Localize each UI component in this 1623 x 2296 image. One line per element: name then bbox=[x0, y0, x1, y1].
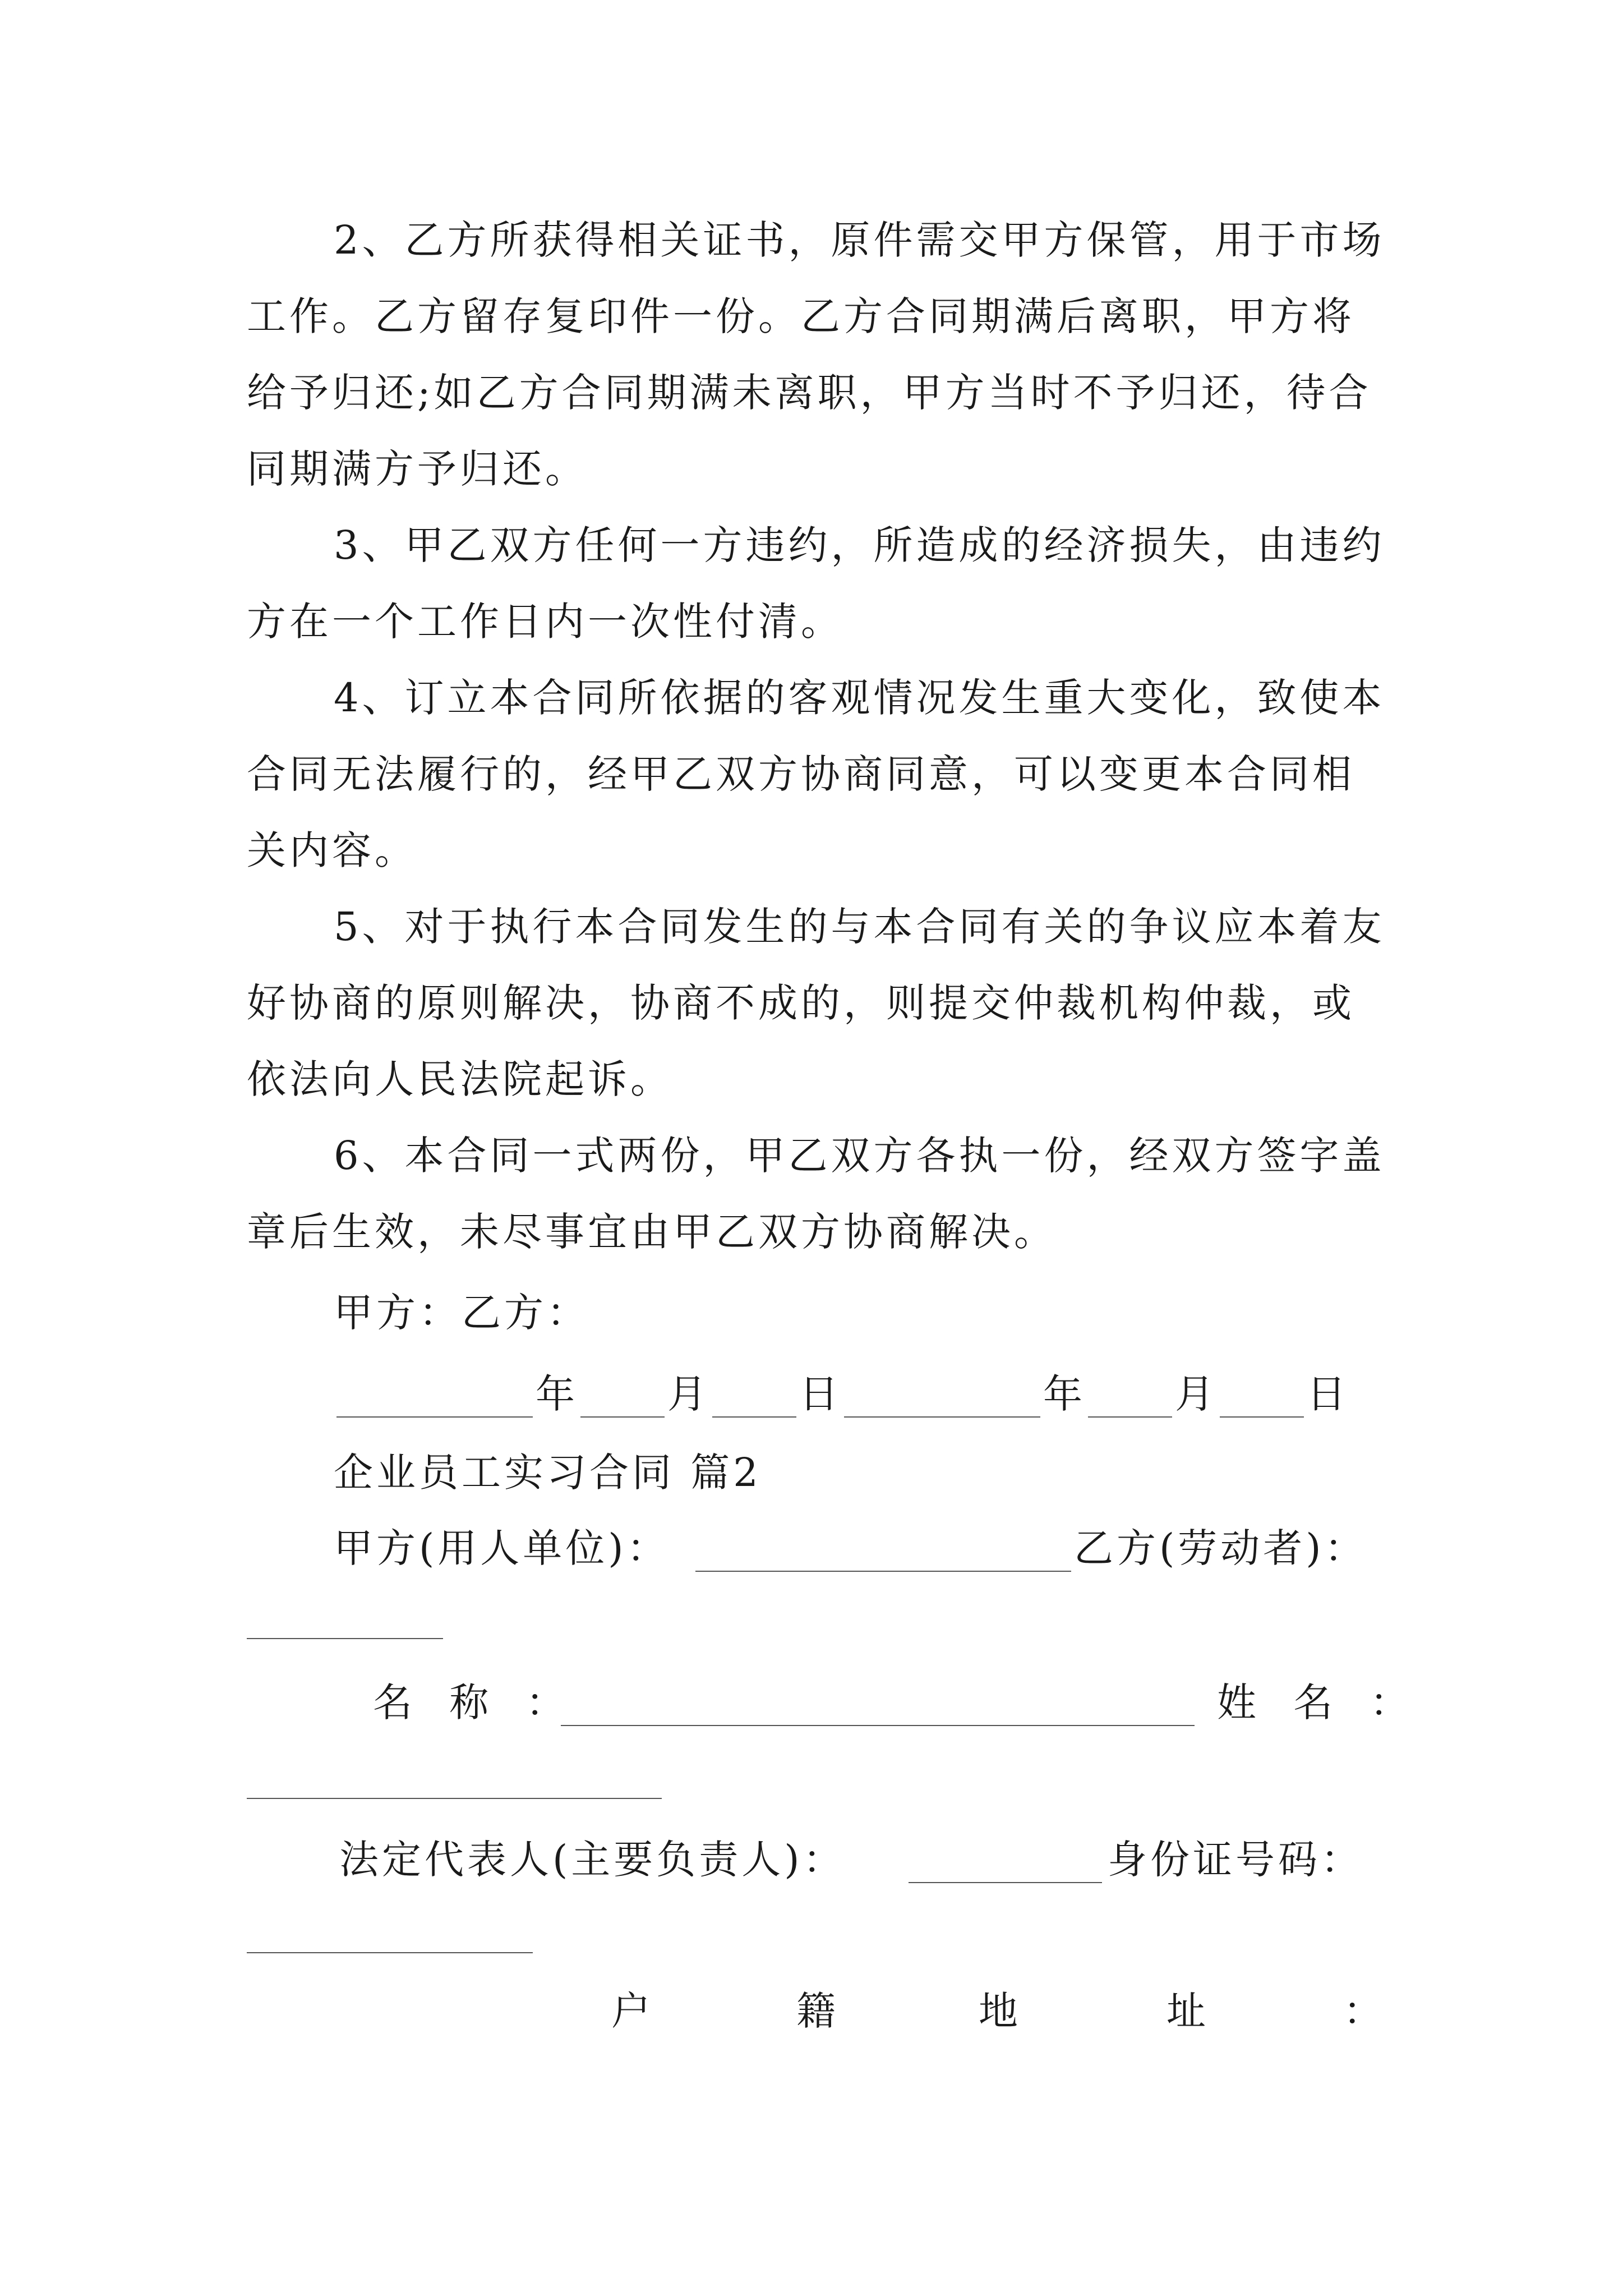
day-label: 日 bbox=[1307, 1371, 1349, 1417]
party-b-blank bbox=[247, 1638, 443, 1639]
year-label: 年 bbox=[1043, 1371, 1086, 1417]
signature-parties: 甲方：乙方： bbox=[334, 1290, 589, 1336]
month-label: 月 bbox=[667, 1371, 710, 1417]
year-label: 年 bbox=[536, 1371, 578, 1417]
blank-line bbox=[580, 1416, 665, 1418]
blank-line bbox=[712, 1416, 796, 1418]
id-number-label: 身份证号码： bbox=[1108, 1837, 1363, 1883]
blank-line bbox=[336, 1416, 533, 1418]
legal-rep-blank bbox=[909, 1882, 1102, 1883]
name-label: 名 称 ： bbox=[373, 1680, 578, 1726]
day-label: 日 bbox=[799, 1371, 842, 1417]
month-label: 月 bbox=[1175, 1371, 1218, 1417]
clause-2: 2、乙方所获得相关证书，原件需交甲方保管，用于市场工作。乙方留存复印件一份。乙方合同期满后离职，甲方将给予归还;如乙方合同期满未离职，甲方当时不予归还，待合同期满方予归还。 bbox=[247, 217, 1385, 492]
blank-line bbox=[844, 1416, 1040, 1418]
party-a-blank bbox=[695, 1571, 1071, 1572]
name-blank bbox=[561, 1725, 1195, 1726]
person-name-label: 姓 名 ： bbox=[1217, 1680, 1422, 1726]
clause-4: 4、订立本合同所依据的客观情况发生重大变化，致使本合同无法履行的，经甲乙双方协商同意，可以变更本合同相关内容。 bbox=[247, 675, 1385, 873]
blank-line bbox=[1088, 1416, 1172, 1418]
blank-line bbox=[1220, 1416, 1304, 1418]
clause-5: 5、对于执行本合同发生的与本合同有关的争议应本着友好协商的原则解决，协商不成的，则提交仲裁机构仲裁，或依法向人民法院起诉。 bbox=[247, 904, 1385, 1102]
section-title: 企业员工实习合同 篇2 bbox=[334, 1450, 762, 1496]
clause-3: 3、甲乙双方任何一方违约，所造成的经济损失，由违约方在一个工作日内一次性付清。 bbox=[247, 522, 1385, 645]
legal-rep-label: 法定代表人(主要负责人)： bbox=[339, 1837, 846, 1883]
person-name-blank bbox=[247, 1798, 662, 1799]
id-number-blank bbox=[247, 1952, 533, 1953]
party-a-label: 甲方(用人单位)： bbox=[334, 1525, 670, 1571]
party-b-label: 乙方(劳动者)： bbox=[1074, 1525, 1367, 1571]
clause-6: 6、本合同一式两份，甲乙双方各执一份，经双方签字盖章后生效，未尽事宜由甲乙双方协商解决。 bbox=[247, 1133, 1385, 1255]
